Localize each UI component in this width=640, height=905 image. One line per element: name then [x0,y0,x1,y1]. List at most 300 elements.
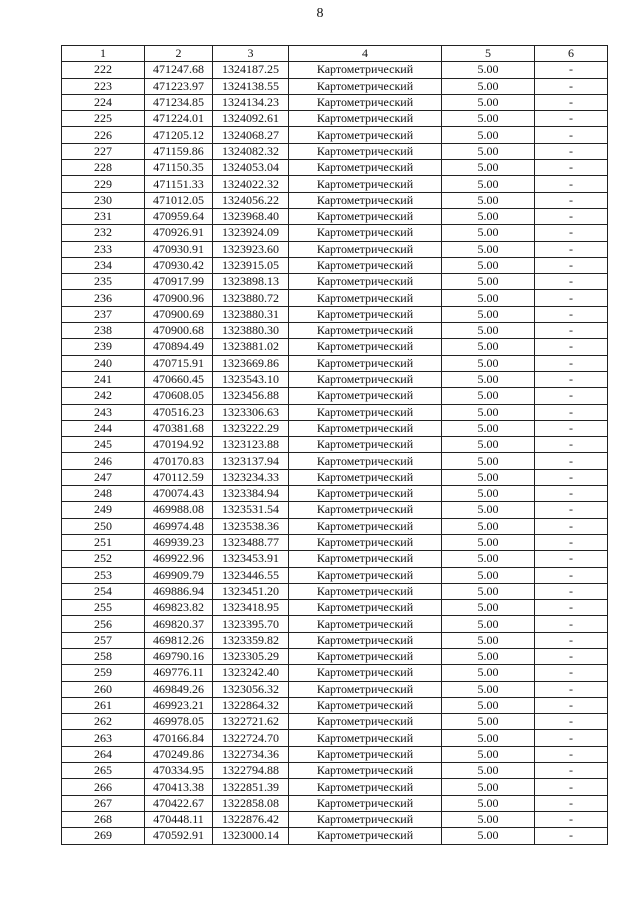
table-cell: 5.00 [442,534,535,550]
table-cell: 1323880.72 [213,290,289,306]
table-cell: 469886.94 [145,583,213,599]
table-cell: Картометрический [289,746,442,762]
table-cell: 1322794.88 [213,763,289,779]
table-cell: 470930.91 [145,241,213,257]
table-cell: 470194.92 [145,437,213,453]
table-cell: Картометрический [289,192,442,208]
table-cell: 5.00 [442,502,535,518]
table-cell: 5.00 [442,632,535,648]
table-body [62,62,608,844]
table-cell: 5.00 [442,453,535,469]
table-cell: - [535,583,608,599]
table-cell: 262 [62,714,145,730]
table-cell: Картометрический [289,681,442,697]
table-cell: 269 [62,828,145,844]
table-row [62,567,608,583]
table-row [62,306,608,322]
table-row [62,697,608,713]
table-cell: 470334.95 [145,763,213,779]
table-cell: 226 [62,127,145,143]
table-cell: 231 [62,208,145,224]
table-cell: - [535,518,608,534]
table-row [62,127,608,143]
table-cell: 233 [62,241,145,257]
table-cell: 5.00 [442,160,535,176]
table-cell: 249 [62,502,145,518]
table-row [62,714,608,730]
table-cell: - [535,502,608,518]
table-cell: 248 [62,486,145,502]
table-cell: 5.00 [442,779,535,795]
table-cell: 254 [62,583,145,599]
table-cell: 1324138.55 [213,78,289,94]
table-row [62,241,608,257]
table-cell: 5.00 [442,225,535,241]
table-row [62,746,608,762]
table-cell: Картометрический [289,779,442,795]
table-cell: 5.00 [442,306,535,322]
table-cell: 230 [62,192,145,208]
table-cell: 251 [62,534,145,550]
table-cell: Картометрический [289,583,442,599]
table-cell: 470959.64 [145,208,213,224]
table-cell: 1323306.63 [213,404,289,420]
table-row [62,632,608,648]
table-row [62,160,608,176]
table-cell: 241 [62,371,145,387]
page-number: 8 [316,6,324,21]
table-cell: 266 [62,779,145,795]
coordinates-table [61,45,608,845]
table-cell: 469823.82 [145,600,213,616]
table-row [62,616,608,632]
table-cell: Картометрический [289,225,442,241]
table-row [62,388,608,404]
table-row [62,371,608,387]
table-cell: 5.00 [442,371,535,387]
table-row [62,648,608,664]
table-cell: Картометрический [289,600,442,616]
table-cell: Картометрический [289,567,442,583]
table-cell: 1323056.32 [213,681,289,697]
table-cell: 470894.49 [145,339,213,355]
table-cell: 225 [62,111,145,127]
column-header: 4 [289,46,442,62]
table-cell: - [535,632,608,648]
table-cell: 236 [62,290,145,306]
table-row [62,94,608,110]
table-cell: 244 [62,420,145,436]
table-cell: Картометрический [289,339,442,355]
table-cell: 471151.33 [145,176,213,192]
table-cell: 1323543.10 [213,371,289,387]
table-cell: 5.00 [442,388,535,404]
table-cell: 5.00 [442,665,535,681]
table-cell: - [535,192,608,208]
table-cell: 5.00 [442,62,535,78]
table-cell: Картометрический [289,355,442,371]
column-header: 3 [213,46,289,62]
table-cell: 242 [62,388,145,404]
table-cell: 232 [62,225,145,241]
table-row [62,502,608,518]
table-cell: 470715.91 [145,355,213,371]
table-cell: Картометрический [289,502,442,518]
table-row [62,779,608,795]
table-cell: Картометрический [289,323,442,339]
table-row [62,274,608,290]
table-cell: 227 [62,143,145,159]
table-row [62,730,608,746]
table-cell: 470608.05 [145,388,213,404]
table-cell: 5.00 [442,616,535,632]
table-cell: - [535,714,608,730]
table-cell: 1323880.31 [213,306,289,322]
table-cell: 252 [62,551,145,567]
table-cell: 5.00 [442,730,535,746]
table-cell: Картометрический [289,78,442,94]
table-header-row [62,46,608,62]
table-cell: 5.00 [442,94,535,110]
table-cell: 1322858.08 [213,795,289,811]
table-cell: 1323453.91 [213,551,289,567]
table-cell: 1323669.86 [213,355,289,371]
table-cell: 1323538.36 [213,518,289,534]
table-cell: 470930.42 [145,257,213,273]
table-cell: 5.00 [442,274,535,290]
table-cell: 5.00 [442,208,535,224]
table-cell: 1322876.42 [213,811,289,827]
table-cell: Картометрический [289,404,442,420]
table-cell: 5.00 [442,600,535,616]
table-cell: 1323234.33 [213,469,289,485]
table-row [62,681,608,697]
table-cell: Картометрический [289,763,442,779]
table-cell: Картометрический [289,306,442,322]
table-cell: 470592.91 [145,828,213,844]
table-cell: 265 [62,763,145,779]
table-row [62,290,608,306]
table-cell: Картометрический [289,795,442,811]
table-row [62,355,608,371]
table-cell: 470917.99 [145,274,213,290]
table-cell: - [535,111,608,127]
table-cell: 1322864.32 [213,697,289,713]
table-cell: Картометрический [289,453,442,469]
table-cell: 470900.96 [145,290,213,306]
table-cell: 5.00 [442,681,535,697]
table-row [62,469,608,485]
table-cell: 471205.12 [145,127,213,143]
table-cell: 5.00 [442,795,535,811]
table-cell: 1323000.14 [213,828,289,844]
table-cell: 5.00 [442,567,535,583]
table-cell: - [535,567,608,583]
table-cell: 470381.68 [145,420,213,436]
table-cell: 5.00 [442,437,535,453]
table-row [62,518,608,534]
table-cell: 256 [62,616,145,632]
table-row [62,78,608,94]
table-cell: 1323305.29 [213,648,289,664]
table-cell: - [535,616,608,632]
table-cell: 268 [62,811,145,827]
table-cell: Картометрический [289,111,442,127]
table-row [62,111,608,127]
table-cell: 1324068.27 [213,127,289,143]
table-row [62,828,608,844]
table-cell: 5.00 [442,323,535,339]
table-cell: Картометрический [289,241,442,257]
table-cell: 1324053.04 [213,160,289,176]
table-cell: 5.00 [442,290,535,306]
table-cell: 470422.67 [145,795,213,811]
table-cell: 1322721.62 [213,714,289,730]
table-cell: 267 [62,795,145,811]
table-cell: Картометрический [289,486,442,502]
table-cell: 5.00 [442,746,535,762]
table-cell: Картометрический [289,534,442,550]
table-cell: 5.00 [442,143,535,159]
table-cell: - [535,241,608,257]
table-cell: 1324022.32 [213,176,289,192]
table-cell: 1324082.32 [213,143,289,159]
column-header: 6 [535,46,608,62]
table-cell: 5.00 [442,404,535,420]
table-cell: 470112.59 [145,469,213,485]
table-cell: 1324056.22 [213,192,289,208]
table-cell: 1322724.70 [213,730,289,746]
table-row [62,420,608,436]
table-row [62,453,608,469]
table-cell: 5.00 [442,420,535,436]
table-cell: 1323384.94 [213,486,289,502]
table-cell: 1322851.39 [213,779,289,795]
table-cell: - [535,763,608,779]
table-cell: 470448.11 [145,811,213,827]
table-row [62,192,608,208]
table-cell: - [535,420,608,436]
table-cell: Картометрический [289,697,442,713]
table-cell: - [535,274,608,290]
table-cell: 470660.45 [145,371,213,387]
table-cell: 1323488.77 [213,534,289,550]
table-row [62,323,608,339]
table-cell: 469909.79 [145,567,213,583]
table-cell: 1323222.29 [213,420,289,436]
table-cell: Картометрический [289,648,442,664]
table-cell: 5.00 [442,111,535,127]
table-cell: 1324134.23 [213,94,289,110]
table-cell: 5.00 [442,518,535,534]
table-row [62,176,608,192]
table-cell: 471012.05 [145,192,213,208]
table-row [62,404,608,420]
table-cell: 471223.97 [145,78,213,94]
table-cell: 470170.83 [145,453,213,469]
table-cell: 261 [62,697,145,713]
table-cell: - [535,746,608,762]
table-cell: - [535,469,608,485]
table-cell: 247 [62,469,145,485]
table-row [62,795,608,811]
table-cell: 1323898.13 [213,274,289,290]
table-cell: 1323446.55 [213,567,289,583]
table-row [62,763,608,779]
table-cell: 240 [62,355,145,371]
table-row [62,143,608,159]
table-cell: 5.00 [442,486,535,502]
table-cell: 5.00 [442,828,535,844]
table-cell: 1323531.54 [213,502,289,518]
table-cell: - [535,534,608,550]
table-cell: 469776.11 [145,665,213,681]
table-cell: - [535,795,608,811]
table-cell: Картометрический [289,469,442,485]
table-cell: - [535,208,608,224]
table-cell: 469812.26 [145,632,213,648]
table-cell: - [535,648,608,664]
table-cell: 1323924.09 [213,225,289,241]
table-cell: 469939.23 [145,534,213,550]
table-cell: 469790.16 [145,648,213,664]
table-cell: Картометрический [289,290,442,306]
table-cell: 470413.38 [145,779,213,795]
table-cell: Картометрический [289,127,442,143]
table-cell: 1323418.95 [213,600,289,616]
table-cell: Картометрический [289,437,442,453]
table-cell: 1323968.40 [213,208,289,224]
table-cell: 259 [62,665,145,681]
table-cell: 469988.08 [145,502,213,518]
table-cell: 257 [62,632,145,648]
table-row [62,665,608,681]
table-cell: 1323881.02 [213,339,289,355]
table-cell: - [535,290,608,306]
table-cell: - [535,127,608,143]
table-cell: 470900.68 [145,323,213,339]
table-cell: 470249.86 [145,746,213,762]
table-cell: Картометрический [289,551,442,567]
table-cell: 255 [62,600,145,616]
table-cell: 260 [62,681,145,697]
table-cell: 470074.43 [145,486,213,502]
table-cell: 471234.85 [145,94,213,110]
table-cell: 1323456.88 [213,388,289,404]
table-cell: Картометрический [289,176,442,192]
table-cell: - [535,306,608,322]
table-cell: 224 [62,94,145,110]
table-cell: - [535,404,608,420]
table-cell: - [535,665,608,681]
table-cell: 5.00 [442,339,535,355]
table-cell: 250 [62,518,145,534]
table-cell: Картометрический [289,143,442,159]
table-cell: 470166.84 [145,730,213,746]
table-cell: 253 [62,567,145,583]
table-cell: 5.00 [442,697,535,713]
table-cell: 470516.23 [145,404,213,420]
table-row [62,257,608,273]
table-cell: - [535,225,608,241]
table-cell: 470900.69 [145,306,213,322]
table-cell: 1323451.20 [213,583,289,599]
table-cell: Картометрический [289,665,442,681]
table-cell: 264 [62,746,145,762]
table-cell: 5.00 [442,241,535,257]
table-cell: 1323242.40 [213,665,289,681]
table-cell: 1323395.70 [213,616,289,632]
table-cell: 1323359.82 [213,632,289,648]
table-cell: 1323880.30 [213,323,289,339]
table-cell: 5.00 [442,355,535,371]
table-row [62,534,608,550]
table-cell: - [535,437,608,453]
table-cell: 1323923.60 [213,241,289,257]
table-row [62,225,608,241]
table-cell: - [535,355,608,371]
table-row [62,208,608,224]
column-header: 1 [62,46,145,62]
table-cell: 5.00 [442,257,535,273]
table-row [62,583,608,599]
table-cell: - [535,62,608,78]
table-cell: - [535,811,608,827]
table-cell: Картометрический [289,62,442,78]
table-row [62,437,608,453]
table-cell: 469820.37 [145,616,213,632]
table-cell: - [535,779,608,795]
table-cell: 239 [62,339,145,355]
table-cell: 5.00 [442,176,535,192]
table-cell: 5.00 [442,127,535,143]
table-cell: - [535,828,608,844]
table-row [62,551,608,567]
table-cell: Картометрический [289,518,442,534]
table-row [62,811,608,827]
table-cell: Картометрический [289,420,442,436]
table-cell: - [535,339,608,355]
table-cell: 5.00 [442,583,535,599]
table-row [62,486,608,502]
table-row [62,339,608,355]
table-cell: 222 [62,62,145,78]
table-cell: 237 [62,306,145,322]
table-cell: 5.00 [442,78,535,94]
table-cell: 1323915.05 [213,257,289,273]
table-cell: Картометрический [289,730,442,746]
table-cell: Картометрический [289,257,442,273]
table-cell: 5.00 [442,469,535,485]
table-cell: Картометрический [289,616,442,632]
table-cell: 238 [62,323,145,339]
table-cell: 5.00 [442,192,535,208]
table-cell: 1323123.88 [213,437,289,453]
table-cell: - [535,143,608,159]
table-cell: - [535,257,608,273]
table-cell: 263 [62,730,145,746]
table-cell: - [535,551,608,567]
table-cell: 469978.05 [145,714,213,730]
table-cell: - [535,94,608,110]
table-cell: 5.00 [442,763,535,779]
table-cell: - [535,160,608,176]
table-cell: 470926.91 [145,225,213,241]
table-cell: - [535,600,608,616]
table-cell: - [535,681,608,697]
table-cell: Картометрический [289,371,442,387]
table-cell: 1322734.36 [213,746,289,762]
